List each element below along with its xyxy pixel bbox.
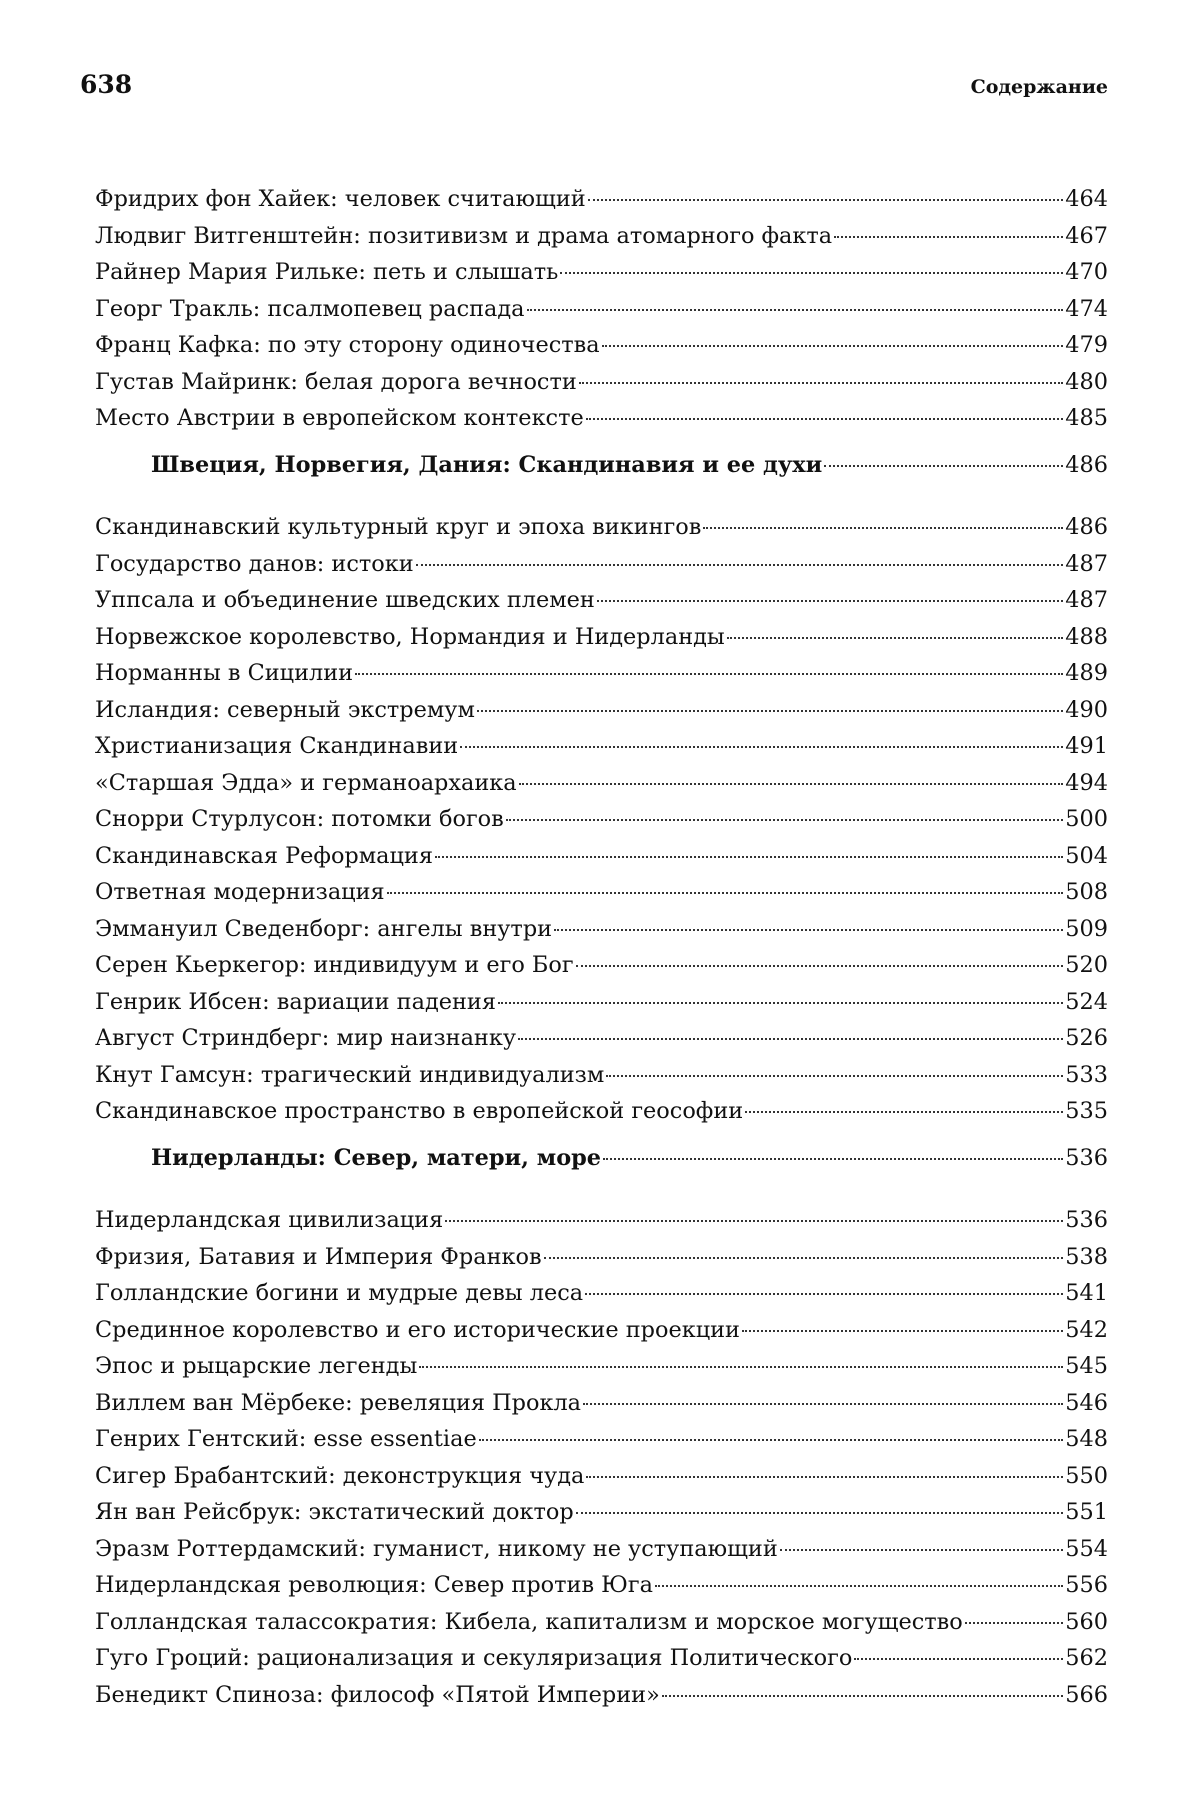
toc-entry: [95, 291, 1108, 328]
dot-leader: [703, 527, 1063, 529]
toc-entry-title: Скандинавское пространство в европейской геософии: [95, 1098, 744, 1124]
toc-entry-title: Христианизация Скандинавии: [95, 733, 459, 759]
toc-entry: [95, 1677, 1108, 1714]
toc-entry: [95, 801, 1108, 838]
toc-entry-title: Государство данов: истоки: [95, 550, 414, 577]
dot-leader: [586, 1476, 1063, 1478]
toc-entry: [95, 692, 1108, 729]
toc-group-austria: [95, 181, 1108, 437]
toc-entry-title: Август Стриндберг: мир наизнанку: [95, 1025, 517, 1051]
section-heading-title: Швеция, Норвегия, Дания: Скандинавия и ее духи: [151, 451, 823, 478]
dot-leader: [518, 1038, 1063, 1040]
toc-entry-page: 474: [1065, 295, 1108, 322]
toc-entry-title: Фризия, Батавия и Империя Франков: [95, 1243, 542, 1270]
toc-entry-page: 485: [1065, 405, 1108, 431]
toc-entry-page: 538: [1065, 1243, 1108, 1270]
toc-entry-page: 494: [1065, 769, 1108, 796]
toc-entry: [95, 254, 1108, 291]
toc-entry-title: Бенедикт Спиноза: философ «Пятой Империи»: [95, 1681, 660, 1708]
dot-leader: [655, 1585, 1063, 1587]
dot-leader: [854, 1658, 1063, 1660]
toc-entry-title: Уппсала и объединение шведских племен: [95, 587, 595, 613]
toc-entry-page: 542: [1065, 1316, 1108, 1343]
toc-entry-title: Виллем ван Мёрбеке: ревеляция Прокла: [95, 1389, 582, 1416]
dot-leader: [355, 673, 1063, 675]
toc-entry-page: 509: [1065, 915, 1108, 942]
toc-entry-title: Кнут Гамсун: трагический индивидуализм: [95, 1061, 605, 1088]
dot-leader: [742, 1330, 1063, 1332]
page-number: 638: [80, 70, 133, 99]
dot-leader: [387, 892, 1064, 894]
toc-entry-title: Эразм Роттердамский: гуманист, никому не уступающий: [95, 1535, 778, 1562]
dot-leader: [662, 1695, 1063, 1697]
dot-leader: [506, 819, 1063, 821]
section-heading-page: 536: [1065, 1144, 1108, 1171]
toc-entry-title: Фридрих фон Хайек: человек считающий: [95, 186, 586, 212]
toc-entry: [95, 1239, 1108, 1276]
dot-leader: [579, 382, 1063, 384]
toc-entry-page: 541: [1065, 1280, 1108, 1306]
toc-entry: [95, 509, 1108, 546]
toc-entry-page: 470: [1065, 259, 1108, 285]
toc-entry-page: 491: [1065, 733, 1108, 759]
dot-leader: [416, 564, 1064, 566]
toc-entry-title: Снорри Стурлусон: потомки богов: [95, 806, 504, 832]
toc-entry-page: 504: [1065, 842, 1108, 869]
toc-entry-page: 487: [1065, 550, 1108, 577]
toc-entry-page: 556: [1065, 1572, 1108, 1598]
toc-entry-title: Исландия: северный экстремум: [95, 696, 475, 723]
toc-entry: [95, 655, 1108, 692]
toc-entry: [95, 765, 1108, 802]
toc-entry: [95, 1604, 1108, 1641]
dot-leader: [477, 710, 1063, 712]
toc-entry: [95, 582, 1108, 619]
toc-section-heading: [95, 1140, 1108, 1177]
dot-leader: [965, 1622, 1064, 1624]
toc-entry-page: 545: [1065, 1353, 1108, 1379]
toc-entry-page: 500: [1065, 806, 1108, 832]
section-heading-page: 486: [1065, 451, 1108, 478]
toc-entry-title: Голландские богини и мудрые девы леса: [95, 1280, 584, 1306]
toc-entry: [95, 1567, 1108, 1604]
toc-entry: [95, 1421, 1108, 1458]
dot-leader: [780, 1549, 1063, 1551]
toc-entry: [95, 1020, 1108, 1057]
dot-leader: [606, 1075, 1063, 1077]
toc-entry: [95, 728, 1108, 765]
toc-entry-page: 524: [1065, 988, 1108, 1015]
toc-entry-title: Серен Кьеркегор: индивидуум и его Бог: [95, 952, 574, 978]
toc-entry-page: 489: [1065, 660, 1108, 686]
toc-entry-page: 508: [1065, 879, 1108, 905]
toc-entry: [95, 1640, 1108, 1677]
toc-entry-title: Сигер Брабантский: деконструкция чуда: [95, 1462, 585, 1489]
toc-entry-title: Срединное королевство и его исторические проекции: [95, 1316, 740, 1343]
toc-entry-page: 520: [1065, 952, 1108, 978]
toc-group-netherlands: [95, 1202, 1108, 1713]
dot-leader: [435, 856, 1063, 858]
toc-entry-page: 550: [1065, 1462, 1108, 1489]
toc-entry-page: 535: [1065, 1098, 1108, 1124]
toc-entry-title: Скандинавская Реформация: [95, 842, 433, 869]
toc-entry: [95, 1348, 1108, 1385]
running-head: Содержание: [970, 76, 1108, 98]
toc-entry: [95, 1312, 1108, 1349]
toc-entry-page: 467: [1065, 222, 1108, 249]
toc-entry: [95, 874, 1108, 911]
toc-entry-title: Место Австрии в европейском контексте: [95, 405, 584, 431]
dot-leader: [460, 746, 1063, 748]
toc-entry-page: 533: [1065, 1061, 1108, 1088]
dot-leader: [727, 637, 1064, 639]
toc-entry-title: Ответная модернизация: [95, 879, 385, 905]
toc-entry-title: Ян ван Рейсбрук: экстатический доктор: [95, 1499, 574, 1525]
toc-entry-page: 536: [1065, 1207, 1108, 1233]
toc-group-scandinavia: [95, 509, 1108, 1130]
toc-entry-page: 464: [1065, 186, 1108, 212]
dot-leader: [824, 465, 1063, 467]
dot-leader: [527, 309, 1064, 311]
dot-leader: [419, 1366, 1063, 1368]
toc-entry: [95, 1057, 1108, 1094]
table-of-contents: [95, 181, 1108, 1713]
toc-entry-page: 480: [1065, 368, 1108, 395]
dot-leader: [603, 1158, 1063, 1160]
toc-entry: [95, 327, 1108, 364]
toc-entry-page: 526: [1065, 1025, 1108, 1051]
toc-entry-title: Эпос и рыцарские легенды: [95, 1353, 418, 1379]
toc-entry: [95, 1531, 1108, 1568]
toc-entry-title: Георг Тракль: псалмопевец распада: [95, 295, 525, 322]
toc-section-heading: [95, 447, 1108, 484]
toc-entry-title: Густав Майринк: белая дорога вечности: [95, 368, 577, 395]
toc-entry-page: 562: [1065, 1645, 1108, 1671]
toc-entry-page: 548: [1065, 1426, 1108, 1452]
toc-entry: [95, 1275, 1108, 1312]
toc-entry-title: Эммануил Сведенборг: ангелы внутри: [95, 915, 553, 942]
toc-entry: [95, 947, 1108, 984]
toc-entry-page: 490: [1065, 696, 1108, 723]
dot-leader: [498, 1002, 1063, 1004]
dot-leader: [586, 418, 1064, 420]
toc-entry-page: 479: [1065, 332, 1108, 358]
toc-entry-page: 560: [1065, 1608, 1108, 1635]
dot-leader: [445, 1220, 1063, 1222]
toc-entry-title: Генрик Ибсен: вариации падения: [95, 988, 496, 1015]
toc-entry: [95, 400, 1108, 437]
dot-leader: [544, 1257, 1064, 1259]
dot-leader: [583, 1403, 1063, 1405]
toc-entry-title: Генрих Гентский: esse essentiae: [95, 1426, 477, 1452]
toc-entry-page: 551: [1065, 1499, 1108, 1525]
toc-entry-title: Скандинавский культурный круг и эпоха викингов: [95, 514, 702, 540]
toc-entry-page: 566: [1065, 1681, 1108, 1708]
toc-entry-title: Норвежское королевство, Нормандия и Нидерланды: [95, 623, 725, 650]
toc-entry: [95, 364, 1108, 401]
toc-entry-page: 486: [1065, 514, 1108, 540]
page-header: [80, 70, 1108, 110]
dot-leader: [745, 1111, 1063, 1113]
toc-entry-page: 554: [1065, 1535, 1108, 1562]
toc-entry-page: 546: [1065, 1389, 1108, 1416]
toc-entry: [95, 546, 1108, 583]
dot-leader: [576, 965, 1064, 967]
dot-leader: [585, 1293, 1063, 1295]
dot-leader: [588, 199, 1064, 201]
toc-entry-title: Голландская талассократия: Кибела, капитализм и морское могущество: [95, 1608, 963, 1635]
toc-entry: [95, 1202, 1108, 1239]
toc-entry-title: Гуго Гроций: рационализация и секуляризация Политического: [95, 1645, 853, 1671]
dot-leader: [560, 272, 1063, 274]
toc-entry: [95, 911, 1108, 948]
dot-leader: [597, 600, 1063, 602]
toc-entry: [95, 1093, 1108, 1130]
dot-leader: [479, 1439, 1064, 1441]
dot-leader: [602, 345, 1064, 347]
toc-entry: [95, 1385, 1108, 1422]
toc-entry-title: Нидерландская революция: Север против Юга: [95, 1572, 653, 1598]
toc-entry-title: Нидерландская цивилизация: [95, 1207, 444, 1233]
toc-entry: [95, 218, 1108, 255]
toc-entry-title: «Старшая Эдда» и германоархаика: [95, 769, 517, 796]
toc-entry: [95, 1494, 1108, 1531]
toc-entry-title: Норманны в Сицилии: [95, 660, 354, 686]
toc-entry-page: 488: [1065, 623, 1108, 650]
toc-entry-title: Франц Кафка: по эту сторону одиночества: [95, 332, 600, 358]
dot-leader: [554, 929, 1063, 931]
dot-leader: [576, 1512, 1064, 1514]
toc-entry-page: 487: [1065, 587, 1108, 613]
toc-entry: [95, 619, 1108, 656]
toc-entry: [95, 1458, 1108, 1495]
toc-entry: [95, 984, 1108, 1021]
section-heading-title: Нидерланды: Север, матери, море: [151, 1144, 602, 1171]
toc-entry-title: Людвиг Витгенштейн: позитивизм и драма атомарного факта: [95, 222, 833, 249]
dot-leader: [519, 783, 1064, 785]
toc-entry-title: Райнер Мария Рильке: петь и слышать: [95, 259, 559, 285]
toc-entry: [95, 838, 1108, 875]
toc-entry: [95, 181, 1108, 218]
dot-leader: [834, 236, 1063, 238]
